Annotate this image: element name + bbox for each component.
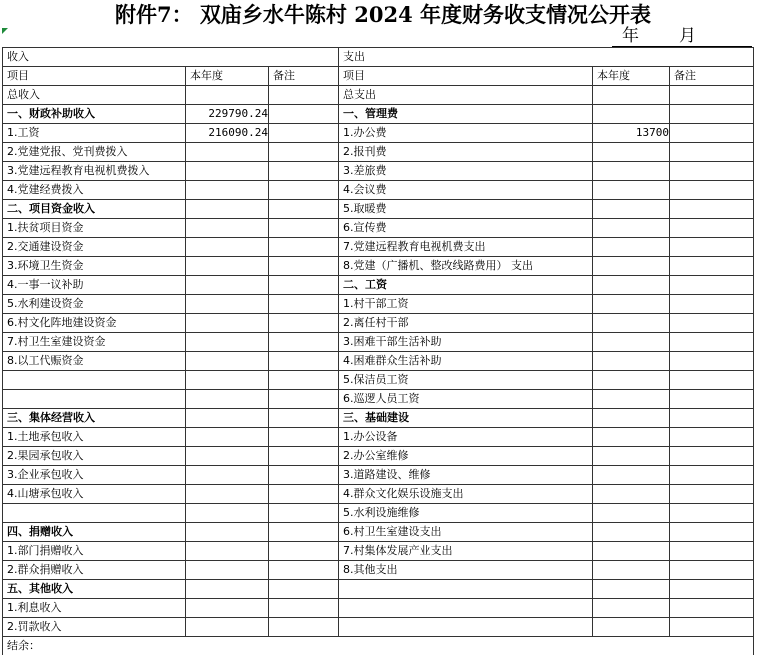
expense-remark-cell[interactable] (670, 162, 754, 181)
expense-item-cell[interactable] (339, 580, 593, 599)
income-value-cell[interactable] (186, 276, 269, 295)
income-remark-cell[interactable] (269, 618, 339, 637)
expense-item-cell[interactable]: 6.巡逻人员工资 (339, 390, 593, 409)
table-row (3, 542, 754, 561)
expense-item-cell[interactable]: 8.其他支出 (339, 561, 593, 580)
expense-value-cell[interactable] (593, 618, 670, 637)
income-value-cell[interactable] (186, 371, 269, 390)
expense-remark-cell[interactable] (670, 238, 754, 257)
expense-value-cell[interactable] (593, 333, 670, 352)
expense-item-cell[interactable]: 1.办公设备 (339, 428, 593, 447)
table-row (3, 200, 754, 219)
income-remark-cell[interactable] (269, 238, 339, 257)
expense-value-cell[interactable] (593, 143, 670, 162)
expense-item-cell[interactable]: 6.村卫生室建设支出 (339, 523, 593, 542)
income-value-cell[interactable] (186, 352, 269, 371)
income-value-cell[interactable] (186, 504, 269, 523)
income-value-cell[interactable] (186, 561, 269, 580)
expense-value-cell[interactable] (593, 561, 670, 580)
expense-value-cell[interactable] (593, 200, 670, 219)
expense-remark-cell[interactable] (670, 314, 754, 333)
income-value-cell[interactable] (186, 409, 269, 428)
expense-remark-cell[interactable] (670, 105, 754, 124)
expense-item-cell[interactable]: 8.党建（广播机、整改线路费用） 支出 (339, 257, 593, 276)
expense-item-cell[interactable]: 1.办公费 (339, 124, 593, 143)
expense-header[interactable]: 支出 (339, 48, 754, 67)
table-row (3, 124, 754, 143)
expense-value-cell[interactable] (593, 162, 670, 181)
expense-remark-cell[interactable] (670, 428, 754, 447)
income-remark-cell[interactable] (269, 390, 339, 409)
table-row (3, 466, 754, 485)
expense-value-cell[interactable] (593, 219, 670, 238)
balance-label[interactable]: 结余： (3, 637, 754, 656)
income-remark-cell[interactable] (269, 105, 339, 124)
income-item-cell[interactable]: 4.一事一议补助 (3, 276, 186, 295)
income-value-cell[interactable] (186, 162, 269, 181)
total-expense-cell[interactable]: 总支出 (339, 86, 593, 105)
expense-remark-cell[interactable] (670, 504, 754, 523)
section-header-row (3, 48, 754, 67)
expense-value-cell[interactable] (593, 257, 670, 276)
income-value-cell[interactable] (186, 542, 269, 561)
income-item-header[interactable]: 项目 (3, 67, 186, 86)
income-remark-cell[interactable] (269, 219, 339, 238)
income-item-cell[interactable]: 四、捐赠收入 (3, 523, 186, 542)
income-value-cell[interactable] (186, 390, 269, 409)
expense-value-cell[interactable] (593, 238, 670, 257)
expense-item-cell[interactable]: 三、基础建设 (339, 409, 593, 428)
expense-remark-cell[interactable] (670, 200, 754, 219)
table-row (3, 333, 754, 352)
income-item-cell[interactable]: 2.罚款收入 (3, 618, 186, 637)
income-item-cell[interactable]: 7.村卫生室建设资金 (3, 333, 186, 352)
expense-item-cell[interactable]: 4.会议费 (339, 181, 593, 200)
expense-value-cell[interactable] (593, 314, 670, 333)
income-item-cell[interactable] (3, 371, 186, 390)
table-row (3, 219, 754, 238)
expense-value-cell[interactable] (593, 447, 670, 466)
table-row (3, 485, 754, 504)
income-item-cell[interactable]: 一、财政补助收入 (3, 105, 186, 124)
income-remark-cell[interactable] (269, 257, 339, 276)
income-value-cell[interactable] (186, 143, 269, 162)
expense-item-cell[interactable]: 3.差旅费 (339, 162, 593, 181)
table-row (3, 561, 754, 580)
table-row (3, 447, 754, 466)
table-row (3, 257, 754, 276)
income-value-cell[interactable] (186, 428, 269, 447)
table-row (3, 504, 754, 523)
expense-value-cell[interactable] (593, 105, 670, 124)
table-row (3, 181, 754, 200)
expense-remark-cell[interactable] (670, 181, 754, 200)
table-row (3, 162, 754, 181)
income-item-cell[interactable] (3, 504, 186, 523)
income-value-cell[interactable] (186, 238, 269, 257)
total-income-remark[interactable] (269, 86, 339, 105)
expense-item-cell[interactable]: 3.困难干部生活补助 (339, 333, 593, 352)
income-remark-cell[interactable] (269, 314, 339, 333)
income-item-cell[interactable] (3, 390, 186, 409)
expense-item-cell[interactable]: 7.党建远程教育电视机费支出 (339, 238, 593, 257)
month-label: 月 (679, 26, 696, 46)
table-row (3, 238, 754, 257)
income-remark-cell[interactable] (269, 333, 339, 352)
expense-item-cell[interactable]: 6.宣传费 (339, 219, 593, 238)
income-value-cell[interactable] (186, 314, 269, 333)
income-remark-cell[interactable] (269, 485, 339, 504)
expense-value-cell[interactable] (593, 485, 670, 504)
income-item-cell[interactable]: 2.群众捐赠收入 (3, 561, 186, 580)
expense-remark-cell[interactable] (670, 295, 754, 314)
total-expense-value[interactable] (593, 86, 670, 105)
expense-value-cell[interactable] (593, 542, 670, 561)
income-remark-cell[interactable] (269, 447, 339, 466)
income-remark-cell[interactable] (269, 352, 339, 371)
expense-item-cell[interactable]: 一、管理费 (339, 105, 593, 124)
table-row (3, 599, 754, 618)
income-value-cell[interactable] (186, 219, 269, 238)
year-label: 年 (622, 26, 639, 46)
document-title: 附件7： 双庙乡水牛陈村 2024 年度财务收支情况公开表 (115, 2, 651, 27)
income-remark-cell[interactable] (269, 580, 339, 599)
expense-remark-cell[interactable] (670, 276, 754, 295)
table-row (3, 371, 754, 390)
income-value-cell[interactable] (186, 523, 269, 542)
income-value-cell[interactable] (186, 447, 269, 466)
cell-corner-marker (2, 28, 8, 34)
table-row (3, 428, 754, 447)
income-item-cell[interactable]: 1.部门捐赠收入 (3, 542, 186, 561)
table-row (3, 276, 754, 295)
income-value-cell[interactable] (186, 200, 269, 219)
expense-item-cell[interactable]: 5.保洁员工资 (339, 371, 593, 390)
income-remark-cell[interactable] (269, 466, 339, 485)
income-remark-cell[interactable] (269, 599, 339, 618)
income-item-cell[interactable]: 1.工资 (3, 124, 186, 143)
column-header-row (3, 67, 754, 86)
expense-value-cell[interactable] (593, 352, 670, 371)
income-remark-cell[interactable] (269, 523, 339, 542)
total-expense-remark[interactable] (670, 86, 754, 105)
expense-remark-cell[interactable] (670, 333, 754, 352)
expense-remark-cell[interactable] (670, 599, 754, 618)
income-remark-cell[interactable] (269, 371, 339, 390)
income-remark-cell[interactable] (269, 504, 339, 523)
income-item-cell[interactable]: 1.土地承包收入 (3, 428, 186, 447)
expense-item-header[interactable]: 项目 (339, 67, 593, 86)
table-row (3, 523, 754, 542)
expense-value-cell[interactable] (593, 390, 670, 409)
table-row (3, 390, 754, 409)
expense-value-cell[interactable] (593, 371, 670, 390)
expense-item-cell[interactable] (339, 618, 593, 637)
income-value-cell[interactable] (186, 466, 269, 485)
income-item-cell[interactable]: 3.企业承包收入 (3, 466, 186, 485)
finance-table (2, 47, 754, 655)
expense-item-cell[interactable]: 2.离任村干部 (339, 314, 593, 333)
expense-remark-cell[interactable] (670, 561, 754, 580)
expense-item-cell[interactable]: 7.村集体发展产业支出 (339, 542, 593, 561)
expense-remark-cell[interactable] (670, 257, 754, 276)
income-item-cell[interactable]: 4.党建经费拨入 (3, 181, 186, 200)
income-item-cell[interactable]: 三、集体经营收入 (3, 409, 186, 428)
income-remark-cell[interactable] (269, 143, 339, 162)
expense-value-cell[interactable] (593, 599, 670, 618)
total-income-cell[interactable]: 总收入 (3, 86, 186, 105)
expense-value-cell[interactable] (593, 276, 670, 295)
income-remark-cell[interactable] (269, 542, 339, 561)
expense-value-cell[interactable] (593, 466, 670, 485)
expense-item-cell[interactable] (339, 599, 593, 618)
table-row (3, 618, 754, 637)
income-value-cell[interactable] (186, 485, 269, 504)
income-item-cell[interactable]: 8.以工代赈资金 (3, 352, 186, 371)
expense-item-cell[interactable]: 2.办公室维修 (339, 447, 593, 466)
income-item-cell[interactable]: 2.交通建设资金 (3, 238, 186, 257)
income-remark-cell[interactable] (269, 181, 339, 200)
income-item-cell[interactable]: 2.果园承包收入 (3, 447, 186, 466)
expense-year-header[interactable]: 本年度 (593, 67, 670, 86)
expense-item-cell[interactable]: 4.群众文化娱乐设施支出 (339, 485, 593, 504)
income-item-cell[interactable]: 1.扶贫项目资金 (3, 219, 186, 238)
expense-item-cell[interactable]: 4.困难群众生活补助 (339, 352, 593, 371)
total-row (3, 86, 754, 105)
income-remark-cell[interactable] (269, 409, 339, 428)
expense-remark-cell[interactable] (670, 219, 754, 238)
table-row (3, 352, 754, 371)
income-value-cell[interactable] (186, 333, 269, 352)
expense-remark-cell[interactable] (670, 542, 754, 561)
expense-value-cell[interactable] (593, 181, 670, 200)
expense-item-cell[interactable]: 5.取暖费 (339, 200, 593, 219)
expense-remark-cell[interactable] (670, 618, 754, 637)
expense-remark-cell[interactable] (670, 352, 754, 371)
expense-remark-cell[interactable] (670, 371, 754, 390)
expense-remark-cell[interactable] (670, 409, 754, 428)
expense-remark-cell[interactable] (670, 485, 754, 504)
total-income-value[interactable] (186, 86, 269, 105)
expense-remark-cell[interactable] (670, 580, 754, 599)
income-remark-cell[interactable] (269, 124, 339, 143)
table-row (3, 314, 754, 333)
expense-value-cell[interactable]: 13700 (593, 124, 670, 143)
income-item-cell[interactable]: 二、项目资金收入 (3, 200, 186, 219)
expense-item-cell[interactable]: 2.报刊费 (339, 143, 593, 162)
income-value-cell[interactable] (186, 295, 269, 314)
income-item-cell[interactable]: 3.环境卫生资金 (3, 257, 186, 276)
expense-remark-cell[interactable] (670, 447, 754, 466)
income-item-cell[interactable]: 4.山塘承包收入 (3, 485, 186, 504)
expense-value-cell[interactable] (593, 580, 670, 599)
income-item-cell[interactable]: 1.利息收入 (3, 599, 186, 618)
expense-item-cell[interactable]: 二、工资 (339, 276, 593, 295)
income-value-cell[interactable]: 229790.24 (186, 105, 269, 124)
expense-value-cell[interactable] (593, 409, 670, 428)
balance-row (3, 637, 754, 656)
table-row (3, 105, 754, 124)
income-item-cell[interactable]: 5.水利建设资金 (3, 295, 186, 314)
income-item-cell[interactable]: 五、其他收入 (3, 580, 186, 599)
date-line (622, 26, 696, 46)
income-value-cell[interactable] (186, 257, 269, 276)
income-value-cell[interactable] (186, 580, 269, 599)
expense-value-cell[interactable] (593, 295, 670, 314)
table-row (3, 580, 754, 599)
expense-remark-cell[interactable] (670, 124, 754, 143)
income-value-cell[interactable] (186, 599, 269, 618)
table-row (3, 295, 754, 314)
income-remark-header[interactable]: 备注 (269, 67, 339, 86)
income-remark-cell[interactable] (269, 561, 339, 580)
expense-remark-header[interactable]: 备注 (670, 67, 754, 86)
table-row (3, 409, 754, 428)
income-remark-cell[interactable] (269, 428, 339, 447)
income-item-cell[interactable]: 2.党建党报、党刊费拨入 (3, 143, 186, 162)
expense-remark-cell[interactable] (670, 466, 754, 485)
income-item-cell[interactable]: 6.村文化阵地建设资金 (3, 314, 186, 333)
expense-value-cell[interactable] (593, 523, 670, 542)
expense-item-cell[interactable]: 3.道路建设、维修 (339, 466, 593, 485)
income-header[interactable]: 收入 (3, 48, 339, 67)
income-remark-cell[interactable] (269, 162, 339, 181)
expense-remark-cell[interactable] (670, 390, 754, 409)
income-value-cell[interactable] (186, 618, 269, 637)
expense-remark-cell[interactable] (670, 523, 754, 542)
expense-item-cell[interactable]: 5.水利设施维修 (339, 504, 593, 523)
income-remark-cell[interactable] (269, 295, 339, 314)
expense-item-cell[interactable]: 1.村干部工资 (339, 295, 593, 314)
income-value-cell[interactable]: 216090.24 (186, 124, 269, 143)
income-remark-cell[interactable] (269, 276, 339, 295)
expense-value-cell[interactable] (593, 504, 670, 523)
income-year-header[interactable]: 本年度 (186, 67, 269, 86)
income-remark-cell[interactable] (269, 200, 339, 219)
expense-remark-cell[interactable] (670, 143, 754, 162)
income-value-cell[interactable] (186, 181, 269, 200)
expense-value-cell[interactable] (593, 428, 670, 447)
income-item-cell[interactable]: 3.党建远程教育电视机费拨入 (3, 162, 186, 181)
table-row (3, 143, 754, 162)
